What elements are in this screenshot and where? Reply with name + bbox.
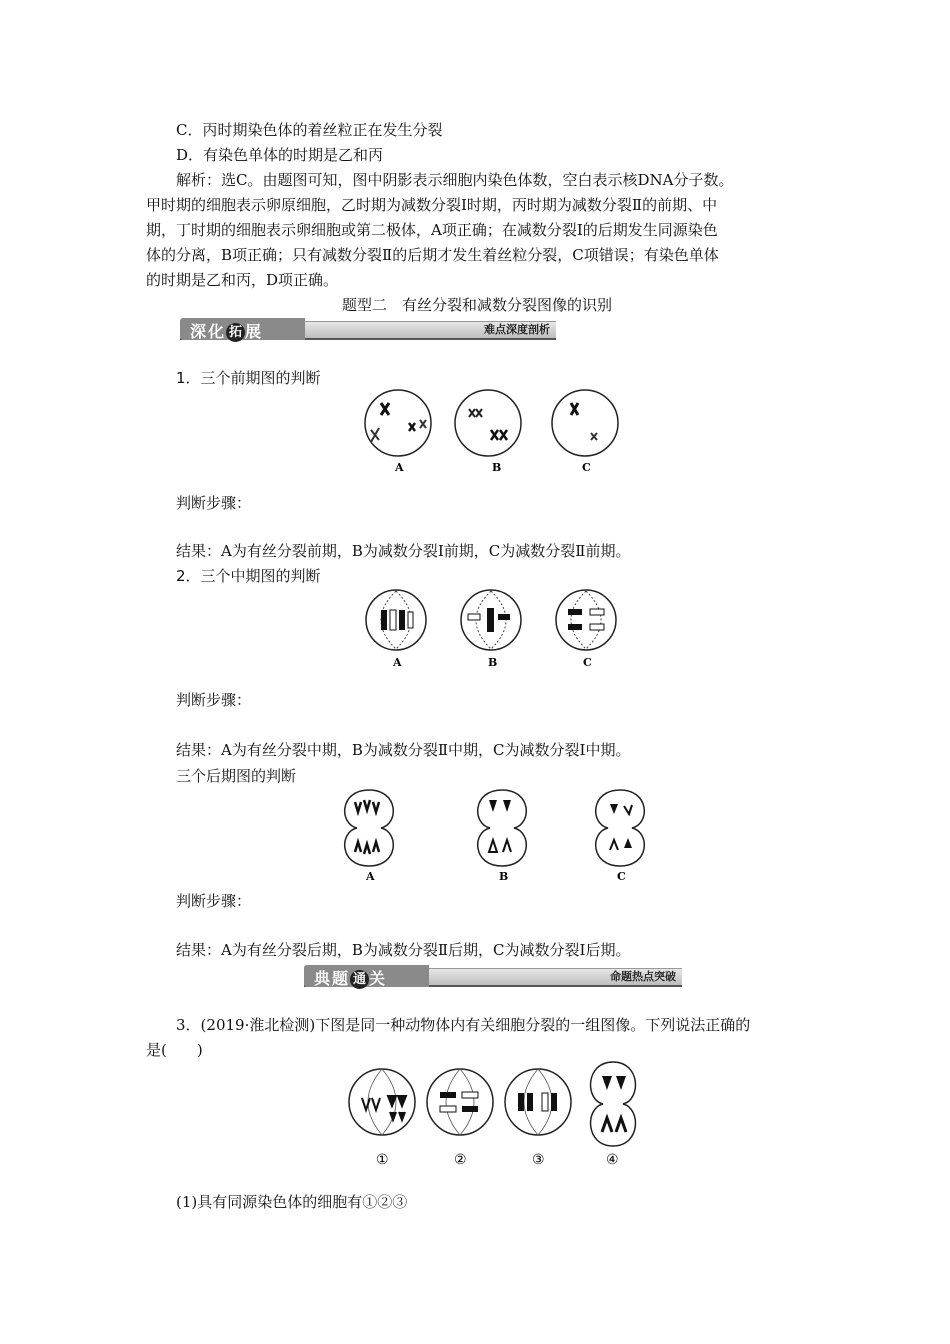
- question-option-1: (1)具有同源染色体的细胞有①②③: [176, 1193, 408, 1211]
- banner-deepen-subtitle: 难点深度剖析: [484, 323, 550, 336]
- part2-steps: 判断步骤：: [176, 691, 252, 709]
- part3-heading: 三个后期图的判断: [176, 767, 297, 785]
- part2-result: 结果：A为有丝分裂中期，B为减数分裂Ⅱ中期，C为减数分裂Ⅰ中期。: [176, 741, 631, 759]
- anaphase-label-c: C: [617, 870, 626, 883]
- prophase-label-c: C: [582, 461, 591, 474]
- banner-typical-subtitle: 命题热点突破: [610, 970, 676, 983]
- anaphase-label-b: B: [499, 870, 509, 883]
- part1-heading: 1．三个前期图的判断: [176, 369, 321, 387]
- metaphase-figures: [332, 584, 627, 672]
- part3-result: 结果：A为有丝分裂后期，B为减数分裂Ⅱ后期，C为减数分裂Ⅰ后期。: [176, 941, 631, 959]
- prophase-figures: [355, 385, 625, 477]
- metaphase-label-c: C: [583, 656, 592, 669]
- prophase-label-a: A: [395, 461, 404, 474]
- section-title: 题型二 有丝分裂和减数分裂图像的识别: [342, 296, 613, 314]
- metaphase-cell-c: [556, 590, 616, 650]
- question-label-1: ①: [376, 1152, 389, 1168]
- analysis-line-2: 甲时期的细胞表示卵原细胞，乙时期为减数分裂Ⅰ时期，丙时期为减数分裂Ⅱ的前期、中: [146, 196, 718, 214]
- part1-result: 结果：A为有丝分裂前期，B为减数分裂Ⅰ前期，C为减数分裂Ⅱ前期。: [176, 542, 631, 560]
- analysis-line-5: 的时期是乙和丙，D项正确。: [146, 271, 339, 289]
- part3-steps: 判断步骤：: [176, 892, 252, 910]
- part2-heading: 2．三个中期图的判断: [176, 567, 321, 585]
- prophase-label-b: B: [492, 461, 502, 474]
- analysis-line-1: 解析：选C。由题图可知，图中阴影表示细胞内染色体数，空白表示核DNA分子数。: [176, 171, 734, 189]
- question-cell-4: [591, 1062, 636, 1146]
- analysis-line-4: 体的分离，B项正确；只有减数分裂Ⅱ的后期才发生着丝粒分裂，C项错误；有染色单体: [146, 246, 719, 264]
- anaphase-cell-a: [345, 790, 394, 866]
- question-line-1: 3．(2019·淮北检测)下图是同一种动物体内有关细胞分裂的一组图像。下列说法正确的: [176, 1016, 751, 1034]
- banner-deepen-title: 深化 拓 展: [190, 322, 264, 341]
- circle-badge-icon: 通: [350, 970, 369, 989]
- anaphase-figures: [335, 786, 655, 884]
- metaphase-cell-a: [366, 590, 426, 650]
- question-cell-2: [427, 1069, 493, 1135]
- anaphase-cell-c: [596, 790, 645, 866]
- question-source: 淮北检测: [249, 1016, 310, 1034]
- analysis-line-3: 期，丁时期的细胞表示卵细胞或第二极体，A项正确；在减数分裂Ⅰ的后期发生同源染色: [146, 221, 718, 239]
- question-cell-3: [505, 1069, 571, 1135]
- banner-typical: [304, 965, 682, 987]
- question-cell-1: [349, 1069, 415, 1135]
- question-line-2: 是( ): [146, 1041, 203, 1059]
- option-c: C．丙时期染色体的着丝粒正在发生分裂: [176, 121, 443, 139]
- question-figures: [340, 1060, 650, 1170]
- metaphase-label-b: B: [488, 656, 498, 669]
- question-label-3: ③: [532, 1152, 545, 1168]
- option-d: D．有染色单体的时期是乙和丙: [176, 146, 384, 164]
- part1-steps: 判断步骤：: [176, 494, 252, 512]
- prophase-cell-c: [552, 390, 618, 456]
- metaphase-label-a: A: [393, 656, 402, 669]
- question-label-2: ②: [454, 1152, 467, 1168]
- circle-badge-icon: 拓: [226, 323, 245, 342]
- banner-typical-title: 典题 通 关: [314, 969, 388, 988]
- metaphase-cell-b: [461, 590, 521, 650]
- question-label-4: ④: [606, 1152, 619, 1168]
- banner-deepen: [180, 318, 556, 340]
- prophase-cell-b: [455, 390, 521, 456]
- prophase-cell-a: [365, 390, 431, 456]
- anaphase-cell-b: [478, 790, 527, 866]
- anaphase-label-a: A: [366, 870, 375, 883]
